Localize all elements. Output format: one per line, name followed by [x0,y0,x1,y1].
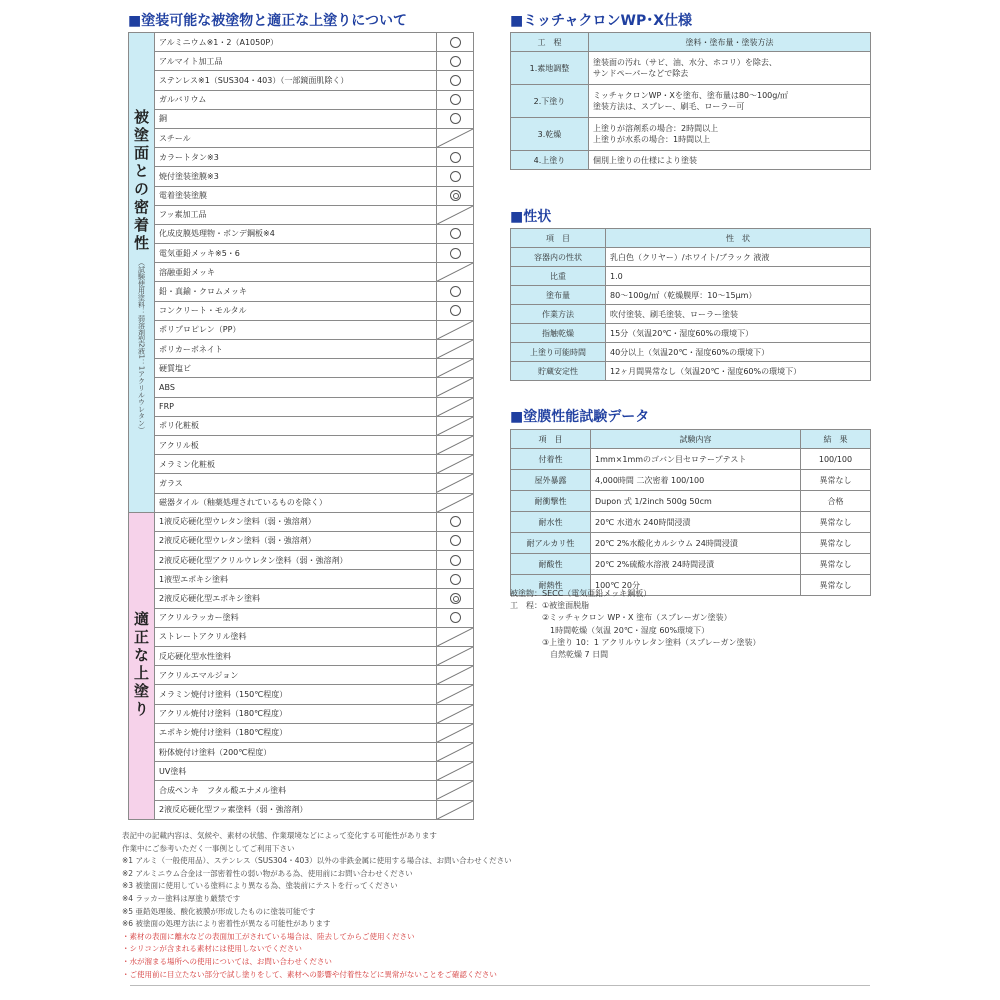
props-item: 容器内の性状 [511,248,606,267]
topcoat-name: 2液反応硬化型フッ素塗料（弱・強溶剤） [155,800,437,819]
not-applicable-slash-icon [437,206,473,224]
substrate-name: ポリ化粧板 [155,416,437,435]
topcoat-row [129,627,474,646]
adhesion-group-title: 被塗面との密着性 [132,109,150,254]
spec-detail-line: ミッチャクロンWP・Xを塗布、塗布量は80〜100g/㎡ [593,91,789,100]
not-applicable-slash-icon [437,685,473,703]
test-item: 耐衝撃性 [511,491,591,512]
substrate-row [129,435,474,454]
not-applicable-slash-icon [437,762,473,780]
rating-cell [437,378,474,397]
note-line: 表記中の記載内容は、気候や、素材の状態、作業環境などによって変化する可能性があります [122,831,437,840]
rating-cell [437,359,474,378]
substrate-row [129,397,474,416]
substrate-name: フッ素加工品 [155,205,437,224]
spec-detail [589,118,871,151]
rating-cell [437,167,474,186]
rating-cell [437,627,474,646]
spec-step: 1.素地調整 [511,52,589,85]
props-row [511,343,871,362]
spec-detail-line: 塗装方法は、スプレー、刷毛、ローラー可 [593,102,745,111]
test-notes [510,588,760,661]
bottom-divider [130,985,870,986]
circle-mark-icon [450,516,461,527]
spec-table [510,32,871,170]
test-row [511,554,871,575]
test-item: 屋外暴露 [511,470,591,491]
rating-cell [437,455,474,474]
topcoat-group-label [129,512,155,819]
spec-detail-line: 上塗りが溶剤系の場合：2時間以上 [593,124,719,133]
substrate-name: メラミン化粧板 [155,455,437,474]
rating-cell [437,224,474,243]
topcoat-name: 2液反応硬化型エポキシ塗料 [155,589,437,608]
rating-cell [437,109,474,128]
rating-cell [437,301,474,320]
props-row [511,286,871,305]
topcoat-name: 1液型エポキシ塗料 [155,570,437,589]
test-content: 20℃ 2%水酸化カルシウム 24時間浸漬 [591,533,801,554]
props-section-title: ■性状 [510,209,552,225]
test-row [511,449,871,470]
substrate-name: カラートタン※3 [155,148,437,167]
rating-cell [437,474,474,493]
test-content: 4,000時間 二次密着 100/100 [591,470,801,491]
test-header-result: 結 果 [801,430,871,449]
test-content: 1mm×1mmのゴバン目セロテープテスト [591,449,801,470]
substrate-row [129,109,474,128]
circle-mark-icon [450,171,461,182]
props-value: 乳白色（クリヤー）/ホワイト/ブラック 液液 [606,248,871,267]
rating-cell [437,512,474,531]
spec-detail-line: 個別上塗りの仕様により塗装 [593,155,697,165]
circle-mark-icon [450,152,461,163]
not-applicable-slash-icon [437,455,473,473]
substrate-name: 焼付塗装塗膜※3 [155,167,437,186]
props-header-value: 性 状 [606,229,871,248]
substrate-name: 電着塗装塗膜 [155,186,437,205]
rating-cell [437,608,474,627]
spec-detail [589,52,871,85]
rating-cell [437,800,474,819]
rating-cell [437,781,474,800]
rating-cell [437,128,474,147]
substrate-row [129,474,474,493]
substrate-name: 磁器タイル（釉薬処理されているものを除く） [155,493,437,512]
spec-detail [589,85,871,118]
topcoat-name: UV塗料 [155,762,437,781]
topcoat-name: エポキシ焼付け塗料（180℃程度） [155,723,437,742]
props-value: 15分（気温20℃・湿度60%の環境下） [606,324,871,343]
double-circle-mark-icon [450,593,461,604]
not-applicable-slash-icon [437,801,473,819]
topcoat-row [129,551,474,570]
topcoat-name: 反応硬化型水性塗料 [155,647,437,666]
substrate-row [129,340,474,359]
substrate-row [129,282,474,301]
substrate-row [129,378,474,397]
not-applicable-slash-icon [437,321,473,339]
test-header-content: 試験内容 [591,430,801,449]
rating-cell [437,435,474,454]
not-applicable-slash-icon [437,743,473,761]
test-item: 耐熱性 [511,575,591,596]
topcoat-row [129,647,474,666]
rating-cell [437,244,474,263]
rating-cell [437,340,474,359]
topcoat-row [129,685,474,704]
test-row [511,491,871,512]
test-row [511,470,871,491]
substrate-row [129,128,474,147]
test-note-line: 被塗物：SECC（電気亜鉛メッキ鋼板） [510,589,652,598]
rating-cell [437,52,474,71]
test-section-title: ■塗膜性能試験データ [510,409,650,425]
test-item: 付着性 [511,449,591,470]
circle-mark-icon [450,555,461,566]
substrate-row [129,52,474,71]
spec-section-title: ■ミッチャクロンWP･X仕様 [510,13,693,29]
substrate-row [129,301,474,320]
spec-detail-line: サンドペーパーなどで除去 [593,69,689,78]
test-result: 合格 [801,491,871,512]
not-applicable-slash-icon [437,263,473,281]
substrate-row [129,493,474,512]
test-table [510,429,871,596]
spec-detail [589,151,871,170]
substrate-name: FRP [155,397,437,416]
substrate-row [129,148,474,167]
substrate-row [129,244,474,263]
substrate-name: 鉛・真鍮・クロムメッキ [155,282,437,301]
topcoat-row [129,800,474,819]
substrate-row [129,263,474,282]
topcoat-row [129,742,474,761]
rating-cell [437,531,474,550]
not-applicable-slash-icon [437,647,473,665]
rating-cell [437,589,474,608]
substrate-name: ABS [155,378,437,397]
circle-mark-icon [450,248,461,259]
topcoat-row [129,704,474,723]
test-result: 異常なし [801,575,871,596]
warning-line: ・水が溜まる場所への使用については、お問い合わせください [122,956,332,966]
substrate-row [129,186,474,205]
topcoat-row [129,608,474,627]
test-result: 異常なし [801,554,871,575]
topcoat-name: 合成ペンキ フタル酸エナメル塗料 [155,781,437,800]
props-item: 貯蔵安定性 [511,362,606,381]
not-applicable-slash-icon [437,359,473,377]
not-applicable-slash-icon [437,724,473,742]
rating-cell [437,493,474,512]
topcoat-row [129,762,474,781]
props-value: 1.0 [606,267,871,286]
spec-row [511,151,871,170]
rating-cell [437,704,474,723]
substrate-name: 化成皮膜処理物・ボンデ鋼板※4 [155,224,437,243]
warning-line: ・シリコンが含まれる素材には使用しないでください [122,944,302,954]
not-applicable-slash-icon [437,378,473,396]
substrate-row [129,359,474,378]
rating-cell [437,647,474,666]
not-applicable-slash-icon [437,781,473,799]
topcoat-name: 2液反応硬化型アクリルウレタン塗料（弱・強溶剤） [155,551,437,570]
rating-cell [437,186,474,205]
props-item: 塗布量 [511,286,606,305]
rating-cell [437,666,474,685]
circle-mark-icon [450,94,461,105]
rating-cell [437,551,474,570]
spec-step: 4.上塗り [511,151,589,170]
spec-row [511,118,871,151]
topcoat-row [129,723,474,742]
spec-header-detail: 塗料・塗布量・塗装方法 [589,33,871,52]
double-circle-mark-icon [450,190,461,201]
test-note-line: ③上塗り 10：1 アクリルウレタン塗料（スプレーガン塗装） [510,637,761,647]
substrate-row [129,90,474,109]
compatibility-table [128,32,474,820]
circle-mark-icon [450,305,461,316]
circle-mark-icon [450,113,461,124]
rating-cell [437,762,474,781]
props-row [511,248,871,267]
substrate-name: ガラス [155,474,437,493]
note-line: 作業中にご参考いただく一事例としてご利用下さい [122,843,295,853]
circle-mark-icon [450,228,461,239]
props-item: 上塗り可能時間 [511,343,606,362]
rating-cell [437,723,474,742]
topcoat-name: メラミン焼付け塗料（150℃程度） [155,685,437,704]
rating-cell [437,71,474,90]
spec-header-step: 工 程 [511,33,589,52]
substrate-name: コンクリート・モルタル [155,301,437,320]
warning-line: ・ご使用前に目立たない部分で試し塗りをして、素材への影響や付着性などに異常がないことをご確認ください [122,969,497,979]
not-applicable-slash-icon [437,474,473,492]
props-header-item: 項 目 [511,229,606,248]
substrate-row [129,33,474,52]
test-result: 異常なし [801,512,871,533]
test-content: 20℃ 水道水 240時間浸漬 [591,512,801,533]
props-item: 作業方法 [511,305,606,324]
props-item: 比重 [511,267,606,286]
rating-cell [437,282,474,301]
rating-cell [437,205,474,224]
rating-cell [437,416,474,435]
test-row [511,512,871,533]
substrate-name: 溶融亜鉛メッキ [155,263,437,282]
circle-mark-icon [450,612,461,623]
substrate-name: アルマイト加工品 [155,52,437,71]
adhesion-group-subtitle: （試験使用塗料：弱溶剤型2液1：1アクリルウレタン） [137,259,146,434]
substrate-name: ポリプロピレン（PP） [155,320,437,339]
spec-step: 3.乾燥 [511,118,589,151]
topcoat-name: 1液反応硬化型ウレタン塗料（弱・強溶剤） [155,512,437,531]
not-applicable-slash-icon [437,340,473,358]
circle-mark-icon [450,286,461,297]
spec-row [511,85,871,118]
rating-cell [437,742,474,761]
test-item: 耐酸性 [511,554,591,575]
props-value: 12ヶ月間異常なし（気温20℃・湿度60%の環境下） [606,362,871,381]
substrate-name: アルミニウム※1・2（A1050P） [155,33,437,52]
props-item: 指触乾燥 [511,324,606,343]
not-applicable-slash-icon [437,705,473,723]
topcoat-name: ストレートアクリル塗料 [155,627,437,646]
rating-cell [437,90,474,109]
props-value: 80〜100g/㎡（乾燥膜厚：10〜15μm） [606,286,871,305]
not-applicable-slash-icon [437,398,473,416]
note-line: ※1 アルミ（一般使用品）、ステンレス（SUS304・403）以外の非鉄金属に使用する場合は、お問い合わせください [122,856,512,866]
test-result: 異常なし [801,470,871,491]
substrate-name: 硬質塩ビ [155,359,437,378]
circle-mark-icon [450,37,461,48]
props-table [510,228,871,381]
substrate-row [129,416,474,435]
test-result: 100/100 [801,449,871,470]
topcoat-group-title: 適正な上塗り [132,610,150,719]
props-value: 吹付塗装、刷毛塗装、ローラー塗装 [606,305,871,324]
topcoat-name: 粉体焼付け塗料（200℃程度） [155,742,437,761]
substrate-name: ガルバリウム [155,90,437,109]
test-result: 異常なし [801,533,871,554]
not-applicable-slash-icon [437,129,473,147]
topcoat-name: アクリルラッカー塗料 [155,608,437,627]
rating-cell [437,397,474,416]
substrate-row [129,71,474,90]
not-applicable-slash-icon [437,436,473,454]
spec-row [511,52,871,85]
rating-cell [437,148,474,167]
spec-detail-line: 塗装面の汚れ（サビ、油、水分、ホコリ）を除去、 [593,58,777,67]
topcoat-name: 2液反応硬化型ウレタン塗料（弱・強溶剤） [155,531,437,550]
note-line: ※2 アルミニウム合金は一部密着性の弱い物がある為、使用前にお問い合わせください [122,868,413,878]
props-row [511,324,871,343]
test-item: 耐アルカリ性 [511,533,591,554]
not-applicable-slash-icon [437,417,473,435]
test-content: Dupon 式 1/2inch 500g 50cm [591,491,801,512]
topcoat-name: アクリルエマルジョン [155,666,437,685]
rating-cell [437,33,474,52]
substrate-name: スチール [155,128,437,147]
test-header-item: 項 目 [511,430,591,449]
substrate-row [129,224,474,243]
rating-cell [437,570,474,589]
test-item: 耐水性 [511,512,591,533]
note-line: ※4 ラッカー塗料は厚塗り厳禁です [122,893,241,903]
rating-cell [437,685,474,704]
circle-mark-icon [450,574,461,585]
topcoat-row [129,666,474,685]
test-note-line: 自然乾燥 7 日間 [510,650,609,660]
not-applicable-slash-icon [437,494,473,512]
substrate-name: ステンレス※1（SUS304・403）（一部鏡面肌除く） [155,71,437,90]
spec-step: 2.下塗り [511,85,589,118]
props-row [511,305,871,324]
test-note-line: 1時間乾燥（気温 20℃・湿度 60%環境下） [510,625,710,635]
circle-mark-icon [450,75,461,86]
warning-line: ・素材の表面に離水などの表面加工がされている場合は、陸去してからご使用ください [122,931,415,941]
note-line: ※3 被塗面に使用している塗料により異なる為、塗装前にテストを行ってください [122,881,398,891]
note-line: ※5 亜鉛処理後、酸化被膜が形成したものに塗装可能です [122,906,316,916]
test-content: 100℃ 20分 [591,575,801,596]
topcoat-row [129,570,474,589]
rating-cell [437,320,474,339]
topcoat-row [129,531,474,550]
substrate-row [129,455,474,474]
substrate-row [129,167,474,186]
substrate-row [129,320,474,339]
substrate-name: 銅 [155,109,437,128]
substrate-name: ポリカーボネイト [155,340,437,359]
spec-detail-line: 上塗りが水系の場合：1時間以上 [593,135,711,144]
rating-cell [437,263,474,282]
test-content: 20℃ 2%硫酸水溶液 24時間浸漬 [591,554,801,575]
topcoat-row [129,512,474,531]
compatibility-section-title: ■塗装可能な被塗物と適正な上塗りについて [128,13,407,29]
adhesion-group-label [129,33,155,513]
note-line: ※6 被塗面の処理方法により密着性が異なる可能性があります [122,919,331,929]
test-note-line: ②ミッチャクロン WP・X 塗布（スプレーガン塗装） [510,613,732,623]
circle-mark-icon [450,56,461,67]
substrate-name: アクリル板 [155,435,437,454]
circle-mark-icon [450,535,461,546]
test-row [511,533,871,554]
props-row [511,362,871,381]
compatibility-notes [122,830,512,981]
test-note-line: 工 程：①被塗面脱脂 [510,601,590,611]
topcoat-row [129,589,474,608]
not-applicable-slash-icon [437,666,473,684]
props-row [511,267,871,286]
topcoat-row [129,781,474,800]
props-value: 40分以上（気温20℃・湿度60%の環境下） [606,343,871,362]
substrate-row [129,205,474,224]
not-applicable-slash-icon [437,628,473,646]
substrate-name: 電気亜鉛メッキ※5・6 [155,244,437,263]
topcoat-name: アクリル焼付け塗料（180℃程度） [155,704,437,723]
